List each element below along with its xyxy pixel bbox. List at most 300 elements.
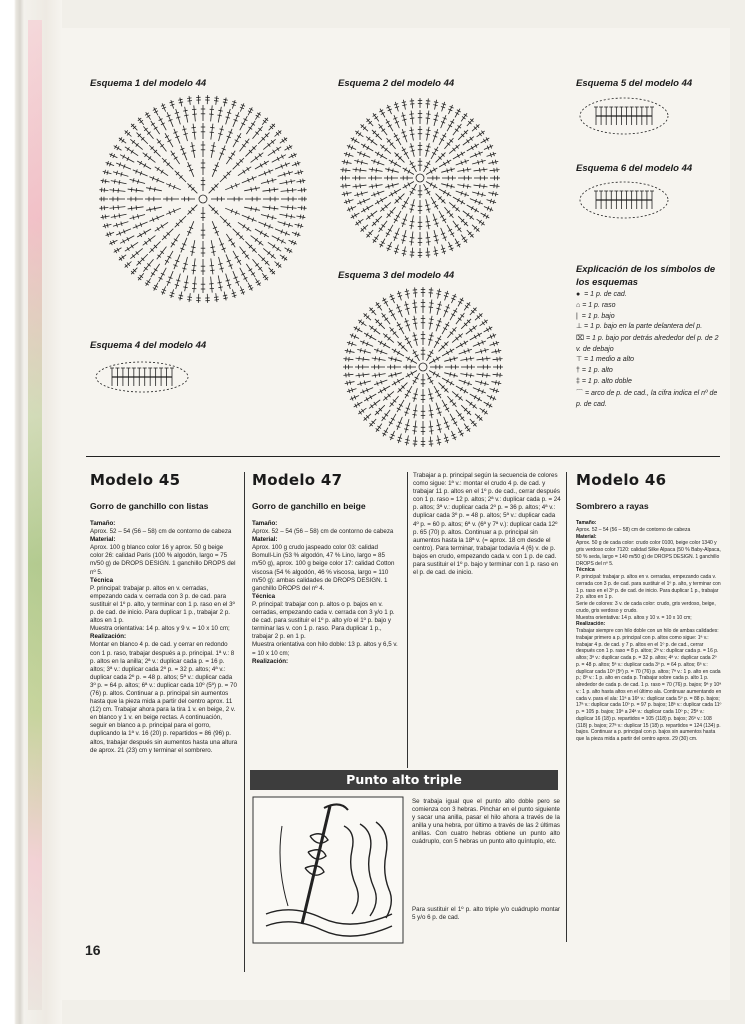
stitch-mark [369,400,380,409]
stitch-mark [157,227,159,231]
stitch-mark [463,211,474,220]
stitch-mark [353,185,367,187]
stitch-mark [277,147,279,151]
stitch-mark [214,101,218,102]
stitch-mark [487,373,488,377]
stitch-mark [131,206,132,210]
stitch-mark [401,240,405,241]
stitch-mark [138,214,139,218]
stitch-mark [364,414,371,421]
stitch-mark [226,151,235,164]
legend-item: † = 1 p. alto [576,366,613,374]
stitch-mark [380,145,391,154]
stitch-mark [157,167,159,171]
stitch-mark [165,133,173,147]
stitch-mark [125,242,138,251]
stitch-mark [117,146,119,150]
stitch-mark [372,184,373,188]
caption-esquema-3: Esquema 3 del modelo 44 [338,270,455,281]
stitch-mark [155,222,168,231]
center-ring [416,174,424,182]
stitch-mark [272,236,286,244]
stitch-mark [229,239,233,241]
caption-esquema-4: Esquema 4 del modelo 44 [90,340,207,351]
stitch-mark [251,206,252,210]
stitch-mark [458,130,468,140]
stitch-mark [482,193,483,197]
stitch-mark [347,191,348,195]
stitch-mark [107,223,108,227]
stitch-mark [465,305,469,308]
stitch-mark [463,168,464,172]
stitch-mark [174,239,178,241]
stitch-mark [447,396,456,407]
modelo-47-title: Modelo 47 [252,471,343,489]
stitch-mark [412,98,413,108]
stitch-mark [286,213,287,217]
stitch-mark [175,216,186,227]
crochet-diagram-3 [340,284,506,450]
stitch-mark [409,114,413,115]
stitch-mark [111,181,127,184]
crochet-diagram-2 [338,96,502,260]
modelo-46-text: Tamaño: Aprox. 52 – 54 (56 – 58) cm de contorno de cabeza Material: Aprox. 50 g de cada color: crudo color 0100, beige color 1340 y gris verdoso color 7120: calidad Silke Alpaca (50 % Baby-Alpaca, 50 % seda, largo = 140 m/50 g) de DROPS DESIGN. 1 ganchillo DROPS del nº 5. Técnica P. principal: trabajar p. altos en v. cerradas, empezando cada v. cerrada con 3 p. de cad. para sustituir el 1º p. alto, y terminar con 1 p. raso en el 3º p. de cad. de inicio. Para duplicar 1 p., trabajar 2 p. altos en 1 p. Serie de colores: 3 v. de cada color: crudo, gris verdoso, beige, crudo, gris verdoso y crudo. Muestra orientativa: 14 p. altos y 10 v. = 10 x 10 cm; Realización: Trabajar siempre con hilo doble con un hilo de ambas calidades: trabajar primero a p. principal con p. altos como sigue: 1ª v.: trabajar 4 p. de cad. y 7 p. altos en el 1º p. de cad., cerrar después con 1 p. raso = 8 p. altos; 2ª v.: duplicar cada p. = 16 p. altos; 3ª v.: duplicar cada p. = 32 p. altos; 4ª v.: duplicar cada 2º p. = 48 p. altos; 5ª v.: duplicar cada 3º p. = 64 p. altos; 6ª v.: duplicar cada 10º (5º) p. = 70 (76) p. altos; 7ª v.: 1 p. alto en cada p.; 8ª v.: 1 p. alto en cada p. Trabajar sobre cada p. alto 1 p. alrededor de cada p. de cad. 1 p. raso = 70 (76) p. bajos; 9ª y 10ª v.: 1 p. alto hasta altos en el último ala. Continuar aumentando en cada v. para el ala: 11ª a 16ª v.: duplicar cada 5º p. = 88 p. bajos; 17ª v.: duplicar cada 10º p. = 97 p. bajos; 18ª v.: duplicar cada 11º p. = 105 p. bajos; 19ª a 24ª v.: duplicar cada 10º p.; 25ª v.: duplicar 16 (18) p. repartidos = 105 (118) p. bajos; 26ª v.: 108 (118) p. bajos; 27ª v.: duplicar 15 (18) p. repartidos = 124 (134) p. bajos. Continuar a p. principal con p. bajos sin aumentos hasta que la pieza mida a partir del centro aprox. 29 (30) cm. [576,520,722,742]
stitch-mark [462,116,466,119]
stitch-mark [482,357,483,361]
stitch-mark [414,316,416,330]
stitch-mark [211,124,213,140]
stitch-mark [289,145,291,149]
stitch-mark [377,426,381,429]
stitch-mark [240,268,248,282]
stitch-mark [191,150,195,151]
stitch-mark [411,127,413,141]
stitch-mark [119,180,120,184]
stitch-mark [210,265,214,266]
stitch-mark [390,327,399,338]
stitch-mark [395,153,405,163]
stitch-mark [426,209,430,210]
stitch-mark [174,157,178,159]
stitch-mark [359,373,360,377]
stitch-mark [360,382,361,386]
stitch-mark [466,326,477,335]
stitch-mark [366,137,377,146]
stitch-mark [183,287,187,288]
stitch-mark [99,208,108,209]
stitch-mark [187,183,197,193]
stitch-mark [145,283,149,285]
stitch-mark [364,380,365,384]
stitch-mark [438,429,442,430]
modelo-46-title: Modelo 46 [576,471,667,489]
stitch-mark [245,241,256,252]
stitch-mark [451,167,452,171]
stitch-mark [111,214,127,217]
stitch-mark [433,105,437,106]
stitch-mark [117,248,119,252]
stitch-mark [210,132,214,133]
stitch-mark [409,209,413,210]
stitch-mark [466,357,467,361]
stitch-mark [136,206,137,210]
stitch-mark [410,134,414,135]
modelo-47-text-continued: Trabajar a p. principal según la secuencia de colores como sigue: 1ª v.: montar el crudo 4 p. de cad. y trabajar 11 p. altos en el 1º p. de cad., cerrar después con 1 p. raso = 12 p. altos; 2ª v.: duplicar cada p. = 24 p. altos; 3ª v.: duplicar cada 2º p. = 36 p. altos; 4ª v.: duplicar cada 3º p. = 48 p. altos; 5ª v.: duplicar cada 4º p. = 60 p. altos; 6ª v. (6ª y 7ª v.): duplicar cada 12º p. 65 (70) p. altos. Continuar a p. principal sin aumentos hasta la 18ª v. (= aprox. 18 cm desde el centro). Para terminar, trabajar todavía 4 (6) v. de p. bajos en crudo, empezando cada v. con 1 p. de cad. para sustituir el 1º p. bajo y terminar con 1 p. raso en el p. de cad. de inicio. [413,472,561,577]
front-loop-icon: ⊥ [576,323,585,331]
stitch-mark [251,123,255,125]
stitch-mark [383,334,394,343]
stitch-mark [461,319,471,329]
stitch-mark [137,229,151,237]
stitch-mark [427,248,428,258]
stitch-mark [387,207,396,218]
stitch-mark [300,224,301,228]
stitch-mark [284,137,287,141]
stitch-mark [191,247,195,248]
stitch-mark [414,339,418,340]
stitch-mark [238,222,251,231]
stitch-mark [211,277,213,293]
stitch-mark [426,118,430,119]
stitch-mark [470,308,477,315]
legend-item: ● = 1 p. de cad. [576,291,627,298]
stitch-mark [256,207,257,211]
stitch-mark [437,291,441,292]
stitch-mark [392,183,393,187]
stitch-mark [398,342,408,352]
stitch-mark [268,242,281,251]
stitch-mark [192,142,195,158]
stitch-mark [363,357,364,361]
stitch-mark [433,236,437,237]
stitch-mark [277,247,279,251]
stitch-mark [261,179,276,183]
stitch-mark [391,356,392,360]
stitch-mark [429,426,433,427]
stitch-mark [479,184,480,188]
stitch-mark [457,169,471,171]
stitch-mark [147,280,151,282]
stitch-mark [426,114,430,115]
stitch-mark [474,169,488,171]
legend-item: | = 1 p. bajo [576,312,615,320]
stitch-mark [356,131,359,135]
stitch-mark [211,252,215,253]
stitch-mark [151,264,160,277]
stitch-mark [179,102,183,103]
modelo-47-text: Tamaño: Aprox. 52 – 54 (56 – 58) cm de contorno de cabeza Material: Aprox. 100 g crudo jaspeado color 03: calidad Bomull-Lin (53 % algodón, 47 % Lino, largo = 85 m/50 g), aprox. 100 g beige color 17: calidad Cotton viscosa (54 % algodón, 46 % viscosa, largo = 110 m/50 g): ambas calidades de DROPS DESIGN. 1 ganchillo DROPS del nº 4. Técnica P. principal: trabajar con p. altos o p. bajos en v. cerradas, empezando cada v. cerrada con 3 y/o 1 p. de cad. para sustituir el 1º p. alto y/o el 1º p. bajo y terminar las v. con 1 p. raso. Para duplicar 1 p., trabajar 2 p. en 1 p. Muestra orientativa con hilo doble: 13 p. altos y 6,5 v. = 10 x 10 cm; Realización: [252,520,398,665]
stitch-mark [426,221,430,222]
stitch-mark [415,437,416,447]
stitch-mark [187,300,191,301]
stitch-mark [128,189,144,191]
stitch-mark [359,320,362,324]
stitch-mark [412,319,416,320]
stitch-mark [240,139,250,152]
stitch-mark [191,270,195,271]
stitch-mark [495,192,496,196]
stitch-mark [437,442,441,443]
stitch-mark [185,107,188,123]
stitch-mark [411,232,413,246]
legend-title: Explicación de los símbolos de los esquemas [576,263,716,287]
stitch-mark [375,356,376,360]
stitch-mark [220,268,224,269]
stitch-mark [359,356,360,360]
stitch-mark [178,298,182,299]
stitch-mark [366,119,373,126]
stitch-mark [492,160,493,164]
stitch-mark [257,113,261,115]
stitch-mark [467,167,468,171]
stitch-mark [450,372,451,376]
stitch-mark [373,239,377,242]
stitch-mark [343,359,353,360]
stitch-mark [249,269,253,271]
modelo-45-title: Modelo 45 [90,471,181,489]
stitch-mark [436,153,446,163]
stitch-mark [429,323,433,324]
stitch-mark [456,313,465,324]
stitch-mark [356,222,359,226]
stitch-mark [258,133,269,144]
stitch-mark [405,294,409,295]
stitch-mark [395,372,396,376]
stitch-mark [358,220,361,224]
stitch-mark [131,245,133,249]
stitch-mark [159,116,167,130]
stitch-mark [272,216,273,220]
stitch-mark [217,282,221,283]
half-double-crochet-icon: ⊤ [576,356,585,364]
stitch-mark [154,187,155,191]
stitch-mark [372,167,373,171]
stitch-mark [372,374,386,376]
stitch-mark [155,167,168,176]
stitch-mark [360,168,361,172]
stitch-mark [436,308,440,309]
stitch-mark [409,225,413,226]
stitch-mark [194,277,196,293]
stitch-mark [143,126,153,138]
stitch-mark [223,298,227,299]
stitch-mark [463,184,464,188]
stitch-mark [187,98,191,99]
stitch-mark [143,236,156,246]
stitch-mark [429,319,433,320]
stitch-mark [413,323,417,324]
stitch-mark [356,167,357,171]
stitch-mark [127,247,129,251]
stitch-mark [245,145,256,156]
stitch-mark [414,421,416,435]
stitch-mark [231,243,235,245]
stitch-mark [178,99,182,100]
stitch-mark [240,247,250,260]
stitch-mark [411,205,415,206]
stitch-mark [453,124,462,135]
triple-crochet-illustration [252,796,404,944]
treble-crochet-icon: ‡ [576,377,582,385]
stitch-mark [388,184,389,188]
stitch-mark [398,383,408,393]
stitch-mark [256,280,260,282]
stitch-mark [429,303,433,304]
stitch-mark [436,294,440,295]
stitch-mark [273,150,275,154]
stitch-mark [430,287,431,297]
stitch-mark [485,382,486,386]
stitch-mark [411,111,413,125]
stitch-mark [412,335,416,336]
stitch-mark [114,214,115,218]
caption-esquema-2: Esquema 2 del modelo 44 [338,78,455,89]
stitch-mark [344,160,345,164]
stitch-mark [161,170,163,174]
stitch-mark [470,419,477,426]
stitch-mark [454,373,455,377]
stitch-mark [340,185,350,186]
stitch-mark [171,243,175,245]
stitch-mark [490,185,500,186]
legend-item: ‡ = 1 p. alto doble [576,377,632,385]
stitch-mark [220,216,231,227]
stitch-mark [372,216,382,226]
stitch-mark [223,99,227,100]
stitch-mark [430,437,431,447]
stitch-mark [478,191,479,195]
stitch-mark [411,215,413,229]
stitch-mark [104,170,105,174]
stitch-mark [182,268,186,269]
stitch-mark [409,146,413,147]
stitch-mark [179,295,183,296]
stitch-mark [402,236,406,237]
stitch-mark [428,394,432,395]
stitch-mark [154,206,155,210]
legend-item: ⌂ = 1 p. raso [576,301,616,309]
stitch-mark [375,373,376,377]
stitch-mark [405,291,409,292]
stitch-mark [289,249,291,253]
stitch-mark [485,348,486,352]
stitch-mark [244,188,260,191]
stitch-mark [130,139,142,149]
stitch-mark [247,227,249,231]
stitch-mark [233,133,241,147]
stitch-mark [251,236,264,246]
stitch-mark [130,248,142,258]
stitch-mark [165,251,173,265]
stitch-mark [257,283,261,285]
stitch-mark [498,349,499,353]
stitch-mark [447,327,456,338]
stitch-mark [498,381,499,385]
section-divider [86,456,720,457]
symbol-legend [576,290,726,410]
stitch-mark [436,194,446,204]
stitch-mark [298,223,299,227]
stitch-mark [347,160,348,164]
stitch-mark [376,168,377,172]
stitch-mark [477,374,491,376]
stitch-mark [131,187,132,191]
stitch-mark [402,250,406,251]
column-divider [244,472,245,972]
stitch-mark [388,167,389,171]
stitch-mark [252,259,262,271]
stitch-mark [143,259,153,271]
stitch-mark [102,179,103,183]
stitch-mark [190,146,194,147]
stitch-mark [376,303,380,306]
stitch-mark [402,253,406,254]
stitch-mark [218,287,222,288]
stitch-mark [284,257,287,261]
stitch-mark [433,119,437,120]
stitch-mark [361,321,364,325]
stitch-mark [211,146,215,147]
stitch-mark [464,239,468,242]
stitch-mark [447,169,448,173]
stitch-mark [107,171,108,175]
stitch-mark [146,207,162,210]
stitch-mark [372,358,386,360]
stitch-mark [233,229,244,240]
stitch-mark [298,190,307,191]
stitch-mark [357,159,358,163]
stitch-mark [462,237,466,240]
stitch-mark [461,405,471,415]
stitch-mark [105,215,106,219]
stitch-mark [131,150,133,154]
stitch-mark [481,131,484,135]
stitch-mark [412,248,413,258]
stitch-mark [466,373,467,377]
stitch-mark [210,247,214,248]
stitch-mark [214,297,218,298]
stitch-mark [379,124,388,135]
stitch-mark [492,191,493,195]
stitch-mark [433,250,437,251]
stitch-mark [211,240,214,256]
stitch-mark [482,409,485,413]
stitch-mark [375,405,385,415]
stitch-mark [280,181,296,184]
stitch-mark [190,252,194,253]
stitch-mark [233,158,244,169]
stitch-mark [426,225,430,226]
stitch-mark [413,410,417,411]
stitch-mark [481,380,482,384]
single-crochet-icon: | [576,312,582,320]
stitch-mark [252,126,262,138]
stitch-mark [390,396,399,407]
stitch-mark [184,282,188,283]
stitch-mark [347,349,348,353]
stitch-mark [450,358,451,362]
stitch-mark [143,153,156,163]
modelo-45-text: Tamaño: Aprox. 52 – 54 (56 – 58) cm de contorno de cabeza Material: Aprox. 100 g blanco color 16 y aprox. 50 g beige color 26: calidad Paris (100 % algodón, largo = 75 m/50 g) de DROPS DESIGN. 1 ganchillo DROPS del nº 5. Técnica P. principal: trabajar p. altos en v. cerradas, empezando cada v. cerrada con 3 p. de cad. para sustituir el 1º p. alto, y terminar con 1 p. raso en el 3º p. de cad. de inicio. Para duplicar 1 p., trabajar 2 p. altos en 1 p. Muestra orientativa: 14 p. altos y 9 v. = 10 x 10 cm; Realización: Montar en blanco 4 p. de cad. y cerrar en redondo con 1 p. raso, trabajar después a p. principal. 1ª v.: 8 p. altos en la anilla; 2ª v.: duplicar cada p. = 16 p. altos; 3ª v.: duplicar cada 2º p. = 32 p. altos; 4ª v.: duplicar cada 2º p. = 48 p. altos; 5ª v.: duplicar cada 3º p. = 64 p. altos; 6ª v.: duplicar cada 10º (5º) p. = 70 (76) p. altos. Continuar a p. principal sin aumentos hasta que la pieza mida a partir del centro aprox. 11 (12) cm. Trabajar ahora para la tira 1 v. en beige, 2 v. en blanco y 1 v. en beige rectas. A continuación, seguir en blanco a p. principal para el gorro, duplicando la 1ª v. 16 (20) p. repartidos = 86 (96) p. altos, trabajar después sin aumentos hasta una altura de aprox. 21 (23) cm y terminar el sombrero. [90,520,238,754]
stitch-mark [162,229,173,240]
stitch-mark [243,225,245,229]
stitch-mark [379,357,380,361]
stitch-mark [413,307,417,308]
stitch-mark [369,419,376,426]
stitch-mark [347,381,348,385]
stitch-mark [157,247,167,260]
stitch-mark [493,359,503,360]
